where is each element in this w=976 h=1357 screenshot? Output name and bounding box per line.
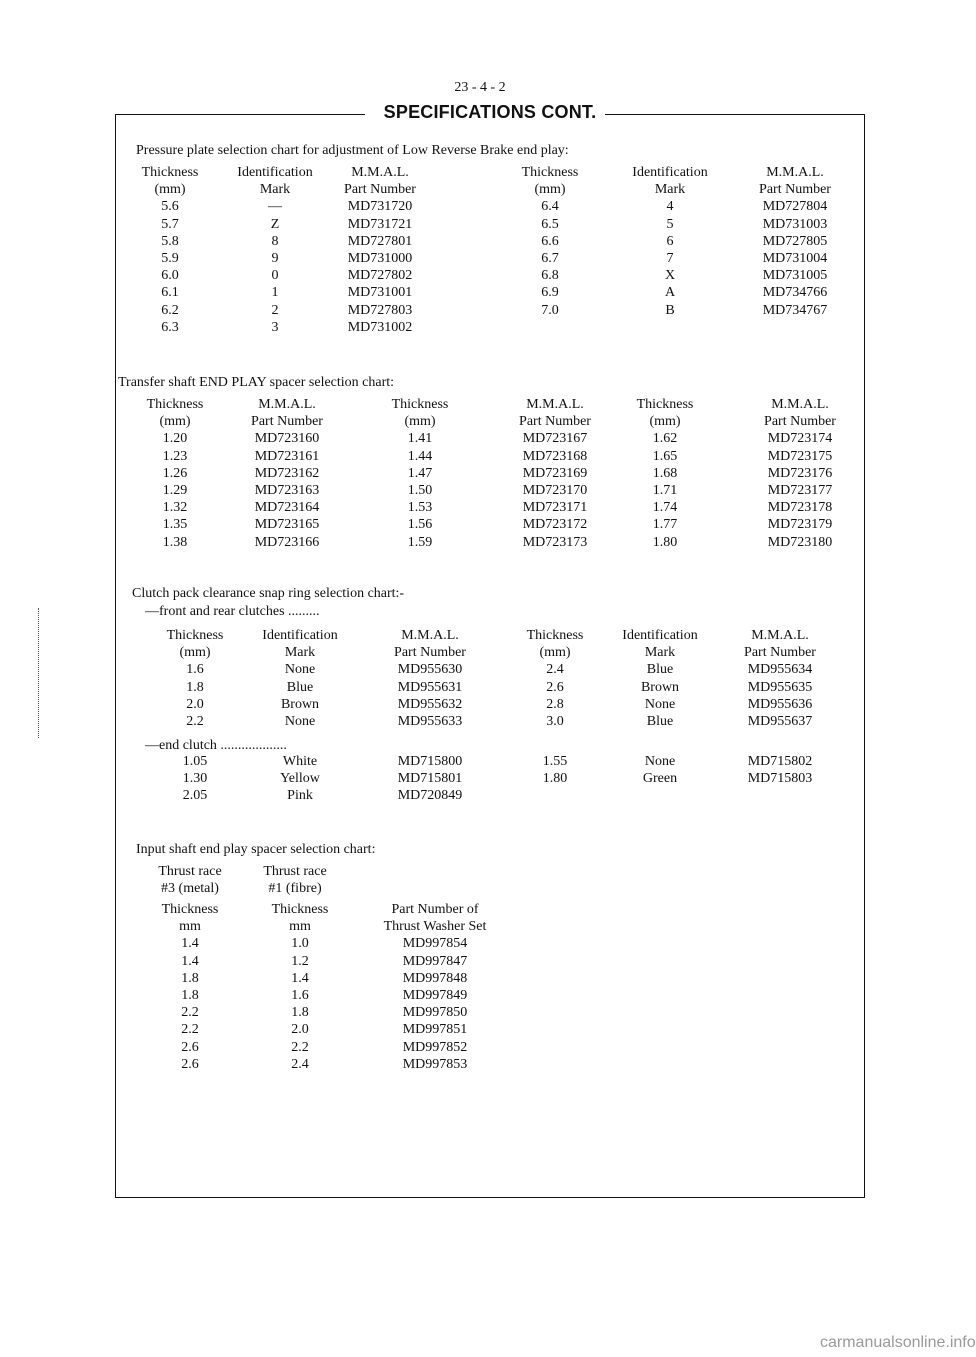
- table-cell: MD723165: [254, 517, 320, 533]
- table-cell: MD731003: [762, 216, 828, 232]
- table-cell: 1.6: [186, 662, 204, 678]
- table-cell: 2.6: [181, 1056, 199, 1072]
- table-cell: MD723180: [767, 534, 833, 550]
- table-cell: 2.0: [291, 1022, 309, 1038]
- column-header: Part Number: [394, 645, 466, 661]
- table-cell: MD723164: [254, 500, 320, 516]
- table-cell: 1.8: [181, 988, 199, 1004]
- table-cell: MD955635: [747, 679, 813, 695]
- table-cell: 1.44: [407, 448, 433, 464]
- table-cell: —: [268, 199, 282, 215]
- table-cell: MD997851: [402, 1022, 468, 1038]
- table-cell: MD955631: [397, 679, 463, 695]
- clutch-end-right-mark: [605, 753, 715, 787]
- table-cell: MD955633: [397, 714, 463, 730]
- clutch-end-left-part: [375, 753, 485, 805]
- table-cell: Blue: [646, 714, 674, 730]
- table-cell: 1.0: [291, 936, 309, 952]
- table-cell: 1.80: [652, 534, 678, 550]
- clutch-end-right-thickness: [515, 753, 595, 787]
- table-cell: MD955632: [397, 696, 463, 712]
- column-header: Identification: [262, 628, 338, 643]
- table-cell: 1.47: [407, 465, 433, 481]
- table-cell: MD715803: [747, 771, 813, 787]
- table-cell: 1.68: [652, 465, 678, 481]
- pressure-right-part: [745, 164, 845, 319]
- column-header: Identification: [237, 165, 313, 180]
- table-cell: MD723179: [767, 517, 833, 533]
- table-cell: MD723178: [767, 500, 833, 516]
- pressure-right-mark: [620, 164, 720, 319]
- table-cell: A: [664, 285, 676, 301]
- table-cell: MD955634: [747, 662, 813, 678]
- table-cell: 1.62: [652, 431, 678, 447]
- column-header: #1 (fibre): [268, 881, 322, 897]
- column-header: Mark: [654, 182, 686, 198]
- table-cell: 2.2: [186, 714, 204, 730]
- table-cell: Blue: [286, 679, 314, 695]
- column-header: Thrust race: [158, 864, 222, 879]
- table-cell: 2.8: [546, 696, 564, 712]
- table-cell: None: [644, 754, 676, 769]
- table-cell: 6.9: [541, 285, 559, 301]
- table-cell: 1.2: [291, 953, 309, 969]
- table-cell: MD715800: [397, 754, 463, 769]
- table-cell: MD997849: [402, 988, 468, 1004]
- column-header: (mm): [159, 414, 191, 430]
- table-cell: 6.7: [541, 251, 559, 267]
- column-header: M.M.A.L.: [771, 397, 829, 412]
- table-cell: 1.35: [162, 517, 188, 533]
- table-cell: Brown: [280, 696, 320, 712]
- column-header: Thickness: [141, 165, 199, 180]
- table-cell: 1.6: [291, 988, 309, 1004]
- table-cell: MD727805: [762, 233, 828, 249]
- table-cell: MD723174: [767, 431, 833, 447]
- table-cell: MD723161: [254, 448, 320, 464]
- table-cell: X: [664, 268, 676, 284]
- table-cell: 3: [271, 319, 279, 335]
- input-race3-thickness: [140, 901, 240, 1073]
- column-header: Thickness: [636, 397, 694, 412]
- table-cell: 2.2: [181, 1022, 199, 1038]
- column-header: M.M.A.L.: [401, 628, 459, 643]
- column-header: (mm): [649, 414, 681, 430]
- table-cell: 6.8: [541, 268, 559, 284]
- table-cell: 1.71: [652, 483, 678, 499]
- table-cell: 1.30: [182, 771, 208, 787]
- table-cell: MD955636: [747, 696, 813, 712]
- table-cell: 1.53: [407, 500, 433, 516]
- column-header: (mm): [534, 182, 566, 198]
- clutch-front-right-part: [725, 627, 835, 730]
- table-cell: 1.41: [407, 431, 433, 447]
- table-cell: MD715802: [747, 754, 813, 769]
- column-header: Part Number: [344, 182, 416, 198]
- table-cell: MD723167: [522, 431, 588, 447]
- table-cell: MD723163: [254, 483, 320, 499]
- column-header: Part Number: [519, 414, 591, 430]
- table-cell: MD723162: [254, 465, 320, 481]
- table-cell: None: [284, 714, 316, 730]
- table-cell: MD727803: [347, 302, 413, 318]
- table-cell: 1.8: [181, 970, 199, 986]
- column-header: Identification: [632, 165, 708, 180]
- table-cell: MD955630: [397, 662, 463, 678]
- table-cell: 6.4: [541, 199, 559, 215]
- table-cell: MD727801: [347, 233, 413, 249]
- table-cell: Blue: [646, 662, 674, 678]
- table-cell: MD723176: [767, 465, 833, 481]
- table-cell: 1.32: [162, 500, 188, 516]
- table-cell: MD727804: [762, 199, 828, 215]
- table-cell: 6: [666, 233, 674, 249]
- table-cell: 1.74: [652, 500, 678, 516]
- clutch-end-label: —end clutch ...................: [145, 738, 287, 753]
- column-header: Thickness: [146, 397, 204, 412]
- table-cell: 9: [271, 251, 279, 267]
- table-cell: None: [284, 662, 316, 678]
- table-cell: 1.05: [182, 754, 208, 769]
- clutch-end-left-thickness: [160, 753, 230, 805]
- transfer-part-2: [500, 396, 610, 551]
- column-header: (mm): [179, 645, 211, 661]
- pressure-heading: Pressure plate selection chart for adjustment of Low Reverse Brake end play:: [136, 143, 569, 158]
- table-cell: 1.65: [652, 448, 678, 464]
- transfer-thickness-3: [620, 396, 710, 551]
- table-cell: 2.4: [546, 662, 564, 678]
- table-cell: 1.4: [291, 970, 309, 986]
- column-header: Thickness: [391, 397, 449, 412]
- table-cell: 2: [271, 302, 279, 318]
- table-cell: Yellow: [280, 771, 320, 787]
- table-cell: MD997854: [402, 936, 468, 952]
- column-header: M.M.A.L.: [351, 165, 409, 180]
- column-header: Thickness: [526, 628, 584, 643]
- table-cell: MD720849: [397, 788, 463, 804]
- table-cell: 2.6: [181, 1039, 199, 1055]
- table-cell: MD997850: [402, 1005, 468, 1021]
- table-cell: MD731000: [347, 251, 413, 267]
- table-cell: 1.56: [407, 517, 433, 533]
- page-title: SPECIFICATIONS CONT.: [383, 102, 597, 122]
- table-cell: MD997852: [402, 1039, 468, 1055]
- table-cell: 3.0: [546, 714, 564, 730]
- table-cell: MD723160: [254, 431, 320, 447]
- table-cell: Green: [642, 771, 678, 787]
- table-cell: 2.6: [546, 679, 564, 695]
- transfer-part-3: [745, 396, 855, 551]
- table-cell: MD715801: [397, 771, 463, 787]
- column-header: mm: [179, 919, 201, 935]
- page-number: 23 - 4 - 2: [454, 80, 506, 95]
- table-cell: 5.7: [161, 216, 179, 232]
- clutch-end-right-part: [725, 753, 835, 787]
- table-cell: 2.2: [291, 1039, 309, 1055]
- column-header: Thickness: [161, 902, 219, 917]
- clutch-end-left-mark: [250, 753, 350, 805]
- table-cell: 2.4: [291, 1056, 309, 1072]
- pressure-left-thickness: [130, 164, 210, 336]
- column-header: Mark: [259, 182, 291, 198]
- table-cell: Z: [270, 216, 280, 232]
- column-header: Thickness: [166, 628, 224, 643]
- column-header: Thickness: [521, 165, 579, 180]
- table-cell: 1.29: [162, 483, 188, 499]
- table-cell: MD723172: [522, 517, 588, 533]
- table-cell: MD731721: [347, 216, 413, 232]
- input-race1-label: [250, 863, 340, 897]
- table-cell: MD723168: [522, 448, 588, 464]
- watermark: carmanualsonline.info: [820, 1334, 976, 1351]
- table-cell: 1: [271, 285, 279, 301]
- input-part-number: [360, 901, 510, 1073]
- table-cell: 2.0: [186, 696, 204, 712]
- column-header: Part Number: [251, 414, 323, 430]
- clutch-front-label: —front and rear clutches .........: [145, 604, 320, 619]
- table-cell: 5.8: [161, 233, 179, 249]
- table-cell: MD723177: [767, 483, 833, 499]
- table-cell: 1.80: [542, 771, 568, 787]
- table-cell: MD723171: [522, 500, 588, 516]
- table-cell: Pink: [287, 788, 313, 804]
- table-cell: 6.1: [161, 285, 179, 301]
- table-cell: None: [644, 696, 676, 712]
- table-cell: 1.38: [162, 534, 188, 550]
- column-header: Mark: [644, 645, 676, 661]
- table-cell: White: [282, 754, 318, 769]
- table-cell: MD727802: [347, 268, 413, 284]
- column-header: mm: [289, 919, 311, 935]
- column-header: Identification: [622, 628, 698, 643]
- table-cell: 6.5: [541, 216, 559, 232]
- transfer-thickness-1: [130, 396, 220, 551]
- table-cell: MD731005: [762, 268, 828, 284]
- column-header: Part Number of: [391, 902, 479, 917]
- table-cell: 6.0: [161, 268, 179, 284]
- table-cell: MD997853: [402, 1056, 468, 1072]
- table-cell: 1.23: [162, 448, 188, 464]
- table-cell: 2.05: [182, 788, 208, 804]
- column-header: (mm): [539, 645, 571, 661]
- clutch-front-left-thickness: [160, 627, 230, 730]
- table-cell: 1.50: [407, 483, 433, 499]
- transfer-part-1: [232, 396, 342, 551]
- pressure-left-mark: [230, 164, 320, 336]
- transfer-heading: Transfer shaft END PLAY spacer selection chart:: [118, 375, 395, 390]
- column-header: Thrust Washer Set: [383, 919, 487, 935]
- table-cell: MD731004: [762, 251, 828, 267]
- table-cell: 1.59: [407, 534, 433, 550]
- table-cell: 2.2: [181, 1005, 199, 1021]
- table-cell: B: [665, 302, 675, 318]
- table-cell: 0: [271, 268, 279, 284]
- table-cell: MD723169: [522, 465, 588, 481]
- table-cell: MD723170: [522, 483, 588, 499]
- table-cell: Brown: [640, 679, 680, 695]
- input-heading: Input shaft end play spacer selection chart:: [136, 842, 376, 857]
- table-cell: MD731720: [347, 199, 413, 215]
- input-race3-label: [135, 863, 245, 897]
- column-header: M.M.A.L.: [258, 397, 316, 412]
- column-header: M.M.A.L.: [526, 397, 584, 412]
- table-cell: 1.4: [181, 936, 199, 952]
- column-header: Mark: [284, 645, 316, 661]
- pressure-right-thickness: [510, 164, 590, 319]
- table-cell: MD723173: [522, 534, 588, 550]
- table-cell: MD997847: [402, 953, 468, 969]
- table-cell: 1.26: [162, 465, 188, 481]
- pressure-left-part: [330, 164, 430, 336]
- clutch-front-right-mark: [605, 627, 715, 730]
- table-cell: 1.20: [162, 431, 188, 447]
- table-cell: 4: [666, 199, 674, 215]
- table-cell: MD723166: [254, 534, 320, 550]
- table-cell: 1.8: [291, 1005, 309, 1021]
- column-header: M.M.A.L.: [766, 165, 824, 180]
- table-cell: 1.8: [186, 679, 204, 695]
- table-cell: 6.6: [541, 233, 559, 249]
- transfer-thickness-2: [375, 396, 465, 551]
- table-cell: MD955637: [747, 714, 813, 730]
- input-race1-thickness: [250, 901, 350, 1073]
- table-cell: 5: [666, 216, 674, 232]
- table-cell: 1.77: [652, 517, 678, 533]
- column-header: Part Number: [744, 645, 816, 661]
- column-header: Thickness: [271, 902, 329, 917]
- clutch-heading: Clutch pack clearance snap ring selection chart:-: [132, 586, 405, 601]
- column-header: (mm): [404, 414, 436, 430]
- table-cell: MD997848: [402, 970, 468, 986]
- column-header: Thrust race: [263, 864, 327, 879]
- column-header: M.M.A.L.: [751, 628, 809, 643]
- column-header: (mm): [154, 182, 186, 198]
- table-cell: 6.3: [161, 319, 179, 335]
- table-cell: 5.9: [161, 251, 179, 267]
- margin-marks: [30, 608, 45, 738]
- table-cell: MD731001: [347, 285, 413, 301]
- table-cell: 7.0: [541, 302, 559, 318]
- column-header: Part Number: [759, 182, 831, 198]
- table-cell: MD723175: [767, 448, 833, 464]
- table-cell: 1.4: [181, 953, 199, 969]
- table-cell: MD734766: [762, 285, 828, 301]
- table-cell: 5.6: [161, 199, 179, 215]
- table-cell: 6.2: [161, 302, 179, 318]
- clutch-front-left-part: [375, 627, 485, 730]
- table-cell: 8: [271, 233, 279, 249]
- column-header: #3 (metal): [161, 881, 219, 897]
- table-cell: MD734767: [762, 302, 828, 318]
- column-header: Part Number: [764, 414, 836, 430]
- clutch-front-right-thickness: [515, 627, 595, 730]
- table-cell: MD731002: [347, 319, 413, 335]
- table-cell: 7: [666, 251, 674, 267]
- table-cell: 1.55: [542, 754, 568, 769]
- clutch-front-left-mark: [250, 627, 350, 730]
